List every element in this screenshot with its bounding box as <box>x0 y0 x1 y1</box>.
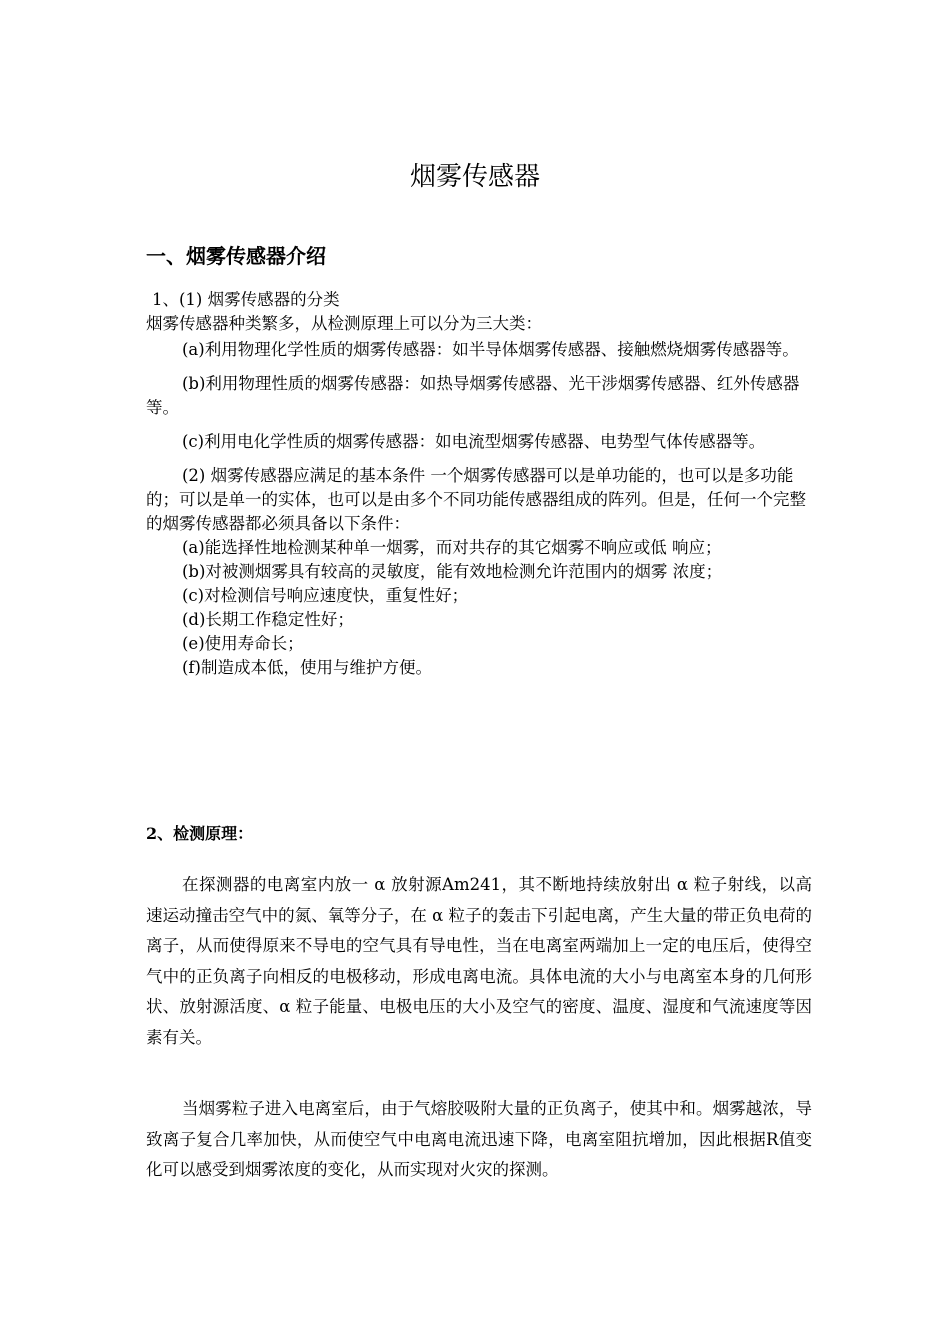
basic-conditions-paragraph: (2) 烟雾传感器应满足的基本条件 一个烟雾传感器可以是单功能的，也可以是多功能的；可以是单一的实体，也可以是由多个不同功能传感器组成的阵列。但是，任何一个完整的烟雾传感器都必须具备以下条件： <box>146 466 806 533</box>
type-a: (a)利用物理化学性质的烟雾传感器：如半导体烟雾传感器、接触燃烧烟雾传感器等。 <box>182 340 799 359</box>
document-title: 烟雾传感器 <box>409 162 540 192</box>
condition-f: (f)制造成本低，使用与维护方便。 <box>182 658 432 677</box>
section-heading-intro: 一、烟雾传感器介绍 <box>146 244 326 268</box>
condition-e: (e)使用寿命长； <box>182 634 304 653</box>
classification-intro: 烟雾传感器种类繁多，从检测原理上可以分为三大类： <box>146 314 542 333</box>
condition-b: (b)对被测烟雾具有较高的灵敏度，能有效地检测允许范围内的烟雾 浓度； <box>182 562 723 581</box>
section-intro-body <box>146 288 810 680</box>
type-c: (c)利用电化学性质的烟雾传感器：如电流型烟雾传感器、电势型气体传感器等。 <box>182 432 766 451</box>
item1-title: 1、(1) 烟雾传感器的分类 <box>152 290 340 309</box>
section-heading-principle: 2、检测原理： <box>146 824 254 843</box>
principle-paragraph-2: 当烟雾粒子进入电离室后，由于气熔胶吸附大量的正负离子，使其中和。烟雾越浓，导致离子复合几率加快，从而使空气中电离电流迅速下降，电离室阻抗增加，因此根据R值变化可以感受到烟雾浓度的变化，从而实现对火灾的探测。 <box>146 1099 812 1179</box>
condition-c: (c)对检测信号响应速度快，重复性好； <box>182 586 469 605</box>
type-b: (b)利用物理性质的烟雾传感器：如热导烟雾传感器、光干涉烟雾传感器、红外传感器等。 <box>146 374 800 417</box>
condition-d: (d)长期工作稳定性好； <box>182 610 354 629</box>
condition-a: (a)能选择性地检测某种单一烟雾，而对共存的其它烟雾不响应或低 响应； <box>182 538 722 557</box>
principle-paragraph-1: 在探测器的电离室内放一 α 放射源Am241，其不断地持续放射出 α 粒子射线，以高速运动撞击空气中的氮、氧等分子，在 α 粒子的轰击下引起电离，产生大量的带正负电荷的离子，从而使得原来不导电的空气具有导电性，当在电离室两端加上一定的电压后，使得空气中的正负离子向相反的电极移动，形成电离电流。具体电流的大小与电离室本身的几何形状、放射源活度、α 粒子能量、电极电压的大小及空气的密度、温度、湿度和气流速度等因素有关。 <box>146 875 812 1047</box>
